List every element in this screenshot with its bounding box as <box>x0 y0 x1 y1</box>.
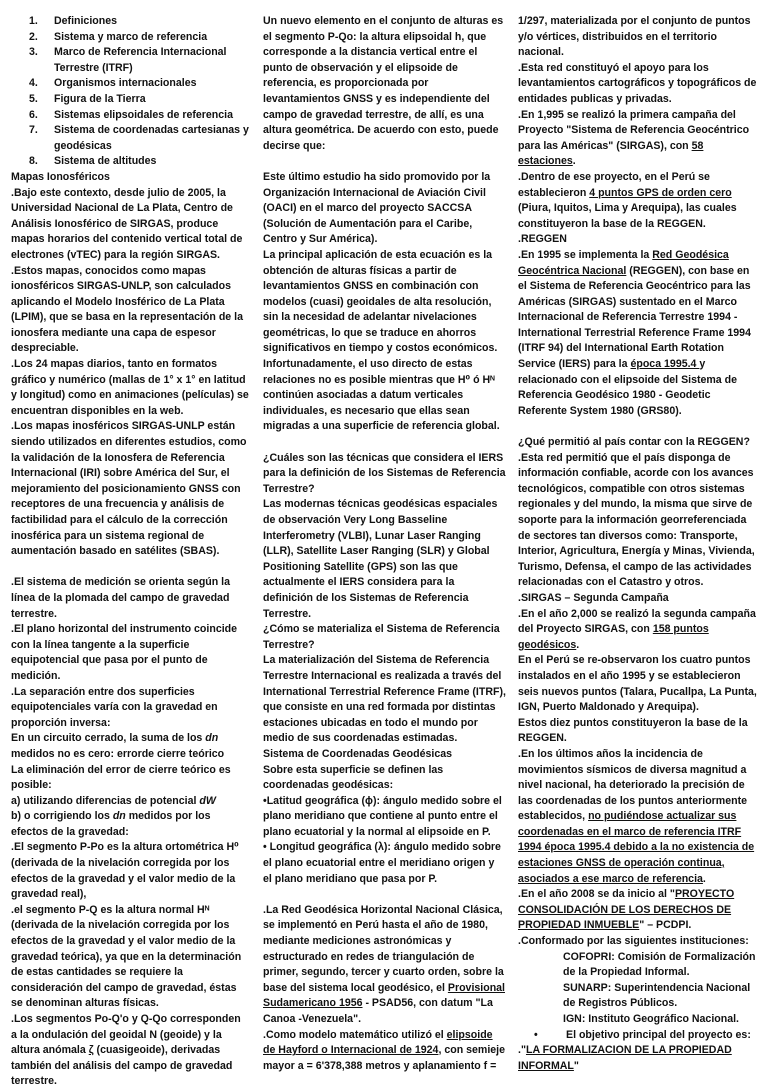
table-of-contents <box>11 14 249 170</box>
paragraph: .Bajo este contexto, desde julio de 2005, la Universidad Nacional de La Plata, Centro de Análisis Ionosférico de SIRGAS, produce mapas horarios del contenido vertical total de electrones (vTEC) para la región SIRGAS. <box>11 186 243 261</box>
bullet-item: • El objetivo principal del proyecto es: <box>518 1028 760 1044</box>
paragraph: .Los 24 mapas diarios, tanto en formatos gráfico y numérico (mallas de 1° x 1° en latitud y longitud) como en animaciones (películas) se encuentran disponibles en la web. <box>11 358 249 417</box>
paragraph: .Esta red permitió que el país disponga de información confiable, acorde con los avances tecnológicos, compatible con otros sistemas regionales y del mundo, la misma que sirve de soporte para la información georreferenciada de sectores tan diversos como: Transporte, Interior, Agricultura, Energía y Minas, Vivienda, Turismo, Defensa, el campo de las actividades relacionadas con el Catastro y otros. <box>518 451 755 589</box>
section-heading: .SIRGAS – Segunda Campaña <box>518 591 669 604</box>
question: ¿Cuáles son las técnicas que considera el IERS para la definición de los Sistemas de Referencia Terrestre? <box>263 451 506 495</box>
paragraph: .Los segmentos Po-Q'o y Q-Qo corresponden a la ondulación del geoidal N (geoide) y la altura anómala ζ (cuasigeoide), derivadas también del análisis del campo de gravedad terrestre. <box>11 1013 241 1088</box>
paragraph: ."LA FORMALIZACION DE LA PROPIEDAD INFORMAL" <box>518 1044 732 1072</box>
toc-item: 6. Sistemas elipsoidales de referencia <box>29 108 234 121</box>
paragraph: .En los últimos años la incidencia de movimientos sísmicos de diversa magnitud a nivel nacional, ha deteriorado la precisión de las coordenadas de los puntos anteriormente establecidos, no pudiéndose actualizar sus coordenadas en el marco de referencia ITRF 1994 época 1995.4 debido a la no existencia de estaciones GNSS de operación continua, asociados a ese marco de referencia. <box>518 747 755 885</box>
toc-item: 4. Organismos internacionales <box>29 77 197 90</box>
bullet-icon: • <box>534 1028 538 1041</box>
toc-item: 8. Sistema de altitudes <box>29 155 157 168</box>
paragraph: .La separación entre dos superficies equipotenciales varía con la gravedad en proporción inversa: <box>11 685 218 729</box>
institution-item: SUNARP: Superintendencia Nacional de Registros Públicos. <box>563 981 751 1010</box>
toc-item: 3. Marco de Referencia Internacional Terrestre (ITRF) <box>29 46 227 74</box>
toc-item: 5. Figura de la Tierra <box>29 92 146 105</box>
toc-item: 2. Sistema y marco de referencia <box>29 30 208 43</box>
section-heading: Sistema de Coordenadas Geodésicas <box>263 747 452 760</box>
paragraph: .En el año 2008 se da inicio al "PROYECTO CONSOLIDACIÓN DE LOS DERECHOS DE PROPIEDAD INMUEBLE" – PCDPI. <box>518 888 735 932</box>
paragraph: .Estos mapas, conocidos como mapas ionosféricos SIRGAS-UNLP, son calculados aplicando el Modelo Inosférico de La Plata (LPIM), que se basa en la representación de la ionosfera mediante una capa de espesor despreciable. <box>11 264 243 355</box>
paragraph: Estos diez puntos constituyeron la base de la REGGEN. <box>518 716 748 745</box>
section-heading: Mapas Ionosféricos <box>11 170 110 183</box>
paragraph: .el segmento P-Q es la altura normal Hᴺ (derivada de la nivelación corregida por los efectos de la gravedad y el valor medio de la gravedad teórica), ya que en la determinación de estas cantidades se requiere la consideración del campo de gravedad, éstas se denominan alturas físicas. <box>11 903 242 1010</box>
paragraph: Un nuevo elemento en el conjunto de alturas es el segmento P-Qo: la altura elipsoidal h, que corresponde a la distancia vertical entre el punto de observación y el elipsoide de referencia, es proporcionada por levantamientos GNSS y es independiente del campo de gravedad terrestre, de allí, es una altura geométrica. De acuerdo con esto, puede decirse que: <box>263 15 504 152</box>
institution-item: IGN: Instituto Geográfico Nacional. <box>563 1013 739 1025</box>
paragraph: En el Perú se re-observaron los cuatro puntos instalados en el año 1995 y se establecieron seis nuevos puntos (Talara, Pucallpa, La Punta, IGN, Puerto Maldonado y Arequipa). <box>518 654 757 714</box>
paragraph: .El sistema de medición se orienta según la línea de la plomada del campo de gravedad terrestre. <box>11 576 231 620</box>
column-middle <box>263 14 506 1074</box>
question: ¿Cómo se materializa el Sistema de Referencia Terrestre? <box>263 623 500 651</box>
paragraph: La principal aplicación de esta ecuación es la obtención de alturas físicas a partir de levantamientos GNSS en combinación con modelos (cuasi) geoidales de alta resolución, sin la necesidad de adelantar nivelaciones geométricas, lo que se traduce en ahorros significativos en tiempo y costos económicos. Infortunadamente, el uso directo de estas relaciones no es posible mientras que H⁰ ó Hᴺ continúen asociadas a datum verticales individuales, es necesario que ellas sean migradas a una superficie de referencia global. <box>263 248 500 433</box>
list-item: a) utilizando diferencias de potencial dW <box>11 794 216 807</box>
paragraph: .En el año 2,000 se realizó la segunda campaña del Proyecto SIRGAS, con 158 puntos geodésicos. <box>518 607 756 651</box>
list-item: b) o corrigiendo los dn medidos por los efectos de la gravedad: <box>11 810 211 838</box>
paragraph: .En 1,995 se realizó la primera campaña del Proyecto "Sistema de Referencia Geocéntrico para las Américas" (SIRGAS), con 58 estaciones. <box>518 108 750 168</box>
paragraph: .Los mapas inosféricos SIRGAS-UNLP están siendo utilizados en diferentes estudios, como la validación de la Ionosfera de Referencia Internacional (IRI) sobre América del Sur, el mejoramiento del posicionamiento GNSS con receptores de una frecuencia y análisis de factibilidad para el cálculo de la corrección inosférica para un sistema regional de aumentación basado en satélites (SBAS). <box>11 420 247 558</box>
list-item: •Latitud geográfica (ϕ): ángulo medido sobre el plano meridiano que contiene al punto entre el plano ecuatorial y la normal al elipsoide en P. <box>263 794 502 838</box>
toc-item: 1. Definiciones <box>29 15 117 27</box>
list-item: • Longitud geográfica (λ): ángulo medido sobre el plano ecuatorial entre el meridiano origen y el plano meridiano que pasa por P. <box>263 841 501 885</box>
paragraph: Sobre esta superficie se definen las coordenadas geodésicas: <box>263 763 444 792</box>
institution-item: COFOPRI: Comisión de Formalización de la Propiedad Informal. <box>563 950 756 979</box>
paragraph: .En 1995 se implementa la Red Geodésica Geocéntrica Nacional (REGGEN), con base en el Sistema de Referencia Geocéntrico para las Américas (SIRGAS) sustentado en el Marco Internacional de Referencia Terrestre 1994 - International Terrestrial Reference Frame 1994 (ITRF 94) del International Earth Rotation Service (IERS) para la época 1995.4 y relacionado con el elipsoide del Sistema de Referencia Geodésico 1980 - Geodetic Referente System 1980 (GRS80). <box>518 248 751 417</box>
paragraph: .La Red Geodésica Horizontal Nacional Clásica, se implementó en Perú hasta el año de 1980, mediante mediciones astronómicas y estructurado en redes de triangulación de primer, segundo, tercer y cuarto orden, sobre la base del sistema local geodésico, el Provisional Sudamericano 1956 - PSAD56, con datum "La Canoa -Venezuela". <box>263 903 505 1025</box>
question: ¿Qué permitió al país contar con la REGGEN? <box>518 436 750 449</box>
paragraph: Este último estudio ha sido promovido por la Organización Internacional de Aviación Civil (OACI) en el marco del proyecto SACCSA (Solución de Aumentación para el Caribe, Centro y Sur América). <box>263 170 491 246</box>
paragraph: .El segmento P-Po es la altura ortométrica H⁰ (derivada de la nivelación corregida por los efectos de la gravedad y el valor medio de la gravedad real), <box>11 841 239 901</box>
paragraph: En un circuito cerrado, la suma de los dn medidos no es cero: errorde cierre teórico <box>11 732 225 760</box>
paragraph: Las modernas técnicas geodésicas espaciales de observación Very Long Basseline Interferometry (VLBI), Lunar Laser Ranging (LLR), Satellite Laser Ranging (SLR) y Global Positioning Satellite (GPS) son las que actualmente el IERS considera para la definición de los Sistemas de Referencia Terrestre. <box>263 498 498 620</box>
paragraph: .Conformado por las siguientes instituciones: <box>518 935 749 948</box>
column-right <box>518 14 760 1074</box>
paragraph: 1/297, materializada por el conjunto de puntos y/o vértices, distribuidos en el territorio nacional. <box>518 15 751 59</box>
paragraph: La materialización del Sistema de Referencia Terrestre Internacional es realizada a través del International Terrestrial Reference Frame (ITRF), que consiste en una red formada por distintas estaciones ubicadas en todo el mundo por medio de sus coordenadas estimadas. <box>263 654 506 745</box>
paragraph: La eliminación del error de cierre teórico es posible: <box>11 763 231 792</box>
paragraph: .Como modelo matemático utilizó el elipsoide de Hayford o Internacional de 1924, con semieje mayor a = 6'378,388 metros y aplanamiento f = <box>263 1028 505 1072</box>
paragraph: .Esta red constituyó el apoyo para los levantamientos cartográficos y topográficos de entidades publicas y privadas. <box>518 61 757 105</box>
paragraph: .El plano horizontal del instrumento coincide con la línea tangente a la superficie equipotencial que pasa por el punto de medición. <box>11 623 238 682</box>
column-left <box>11 14 249 1090</box>
toc-item: 7. Sistema de coordenadas cartesianas y geodésicas <box>29 124 249 152</box>
section-heading: .REGGEN <box>518 233 567 246</box>
paragraph: .Dentro de ese proyecto, en el Perú se establecieron 4 puntos GPS de orden cero (Piura, Iquitos, Lima y Arequipa), las cuales constituyeron la base de la REGGEN. <box>518 170 737 230</box>
